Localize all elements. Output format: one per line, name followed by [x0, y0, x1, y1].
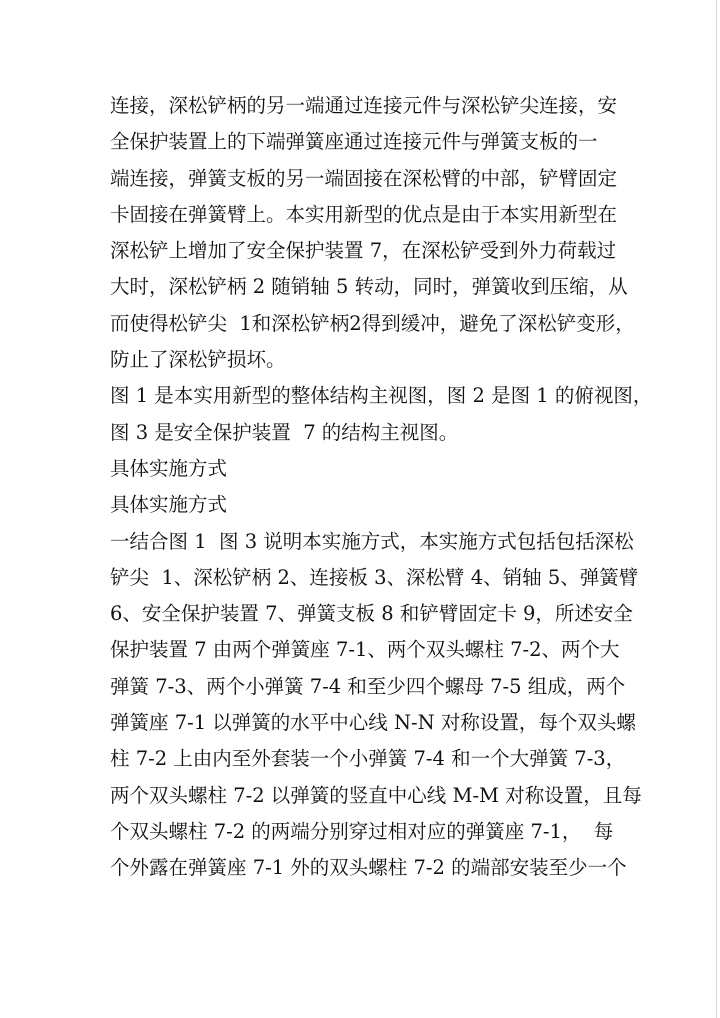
text-line: 个双头螺柱 7-2 的两端分别穿过相对应的弹簧座 7-1， 每: [110, 819, 614, 843]
text-line: 而使得松铲尖 1和深松铲柄2得到缓冲，避免了深松铲变形，: [110, 311, 635, 335]
text-line: 连接，深松铲柄的另一端通过连接元件与深松铲尖连接，安: [110, 94, 618, 117]
text-line: 卡固接在弹簧臂上。本实用新型的优点是由于本实用新型在: [110, 202, 618, 226]
text-line: 保护装置 7 由两个弹簧座 7-1、两个双头螺柱 7-2、两个大: [110, 638, 620, 662]
text-line: 端连接，弹簧支板的另一端固接在深松臂的中部，铲臂固定: [110, 166, 618, 190]
text-line: 6、安全保护装置 7、弹簧支板 8 和铲臂固定卡 9，所述安全: [110, 602, 633, 626]
text-line: 两个双头螺柱 7-2 以弹簧的竖直中心线 M-M 对称设置，且每: [110, 783, 642, 807]
text-line: 图 1 是本实用新型的整体结构主视图，图 2 是图 1 的俯视图，: [110, 384, 653, 408]
body-text: [110, 88, 653, 887]
text-line: 防止了深松铲损坏。: [110, 348, 286, 372]
section-heading: 具体实施方式: [110, 456, 228, 480]
section-heading: 具体实施方式: [110, 493, 228, 517]
text-line: 一结合图 1 图 3 说明本实施方式，本实施方式包括包括深松: [110, 529, 634, 553]
text-line: 铲尖 1、深松铲柄 2、连接板 3、深松臂 4、销轴 5、弹簧臂: [110, 565, 639, 589]
text-line: 弹簧座 7-1 以弹簧的水平中心线 N-N 对称设置，每个双头螺: [110, 711, 636, 735]
text-line: 图 3 是安全保护装置 7 的结构主视图。: [110, 420, 459, 444]
text-line: 深松铲上增加了安全保护装置 7，在深松铲受到外力荷载过: [110, 239, 617, 263]
text-line: 弹簧 7-3、两个小弹簧 7-4 和至少四个螺母 7-5 组成，两个: [110, 674, 626, 698]
text-line: 大时，深松铲柄 2 随销轴 5 转动，同时，弹簧收到压缩，从: [110, 275, 628, 299]
text-line: 柱 7-2 上由内至外套装一个小弹簧 7-4 和一个大弹簧 7-3，: [110, 747, 626, 771]
text-line: 个外露在弹簧座 7-1 外的双头螺柱 7-2 的端部安装至少一个: [110, 856, 627, 880]
page-edge-divider: [716, 0, 717, 1018]
text-line: 全保护装置上的下端弹簧座通过连接元件与弹簧支板的一: [110, 130, 598, 154]
